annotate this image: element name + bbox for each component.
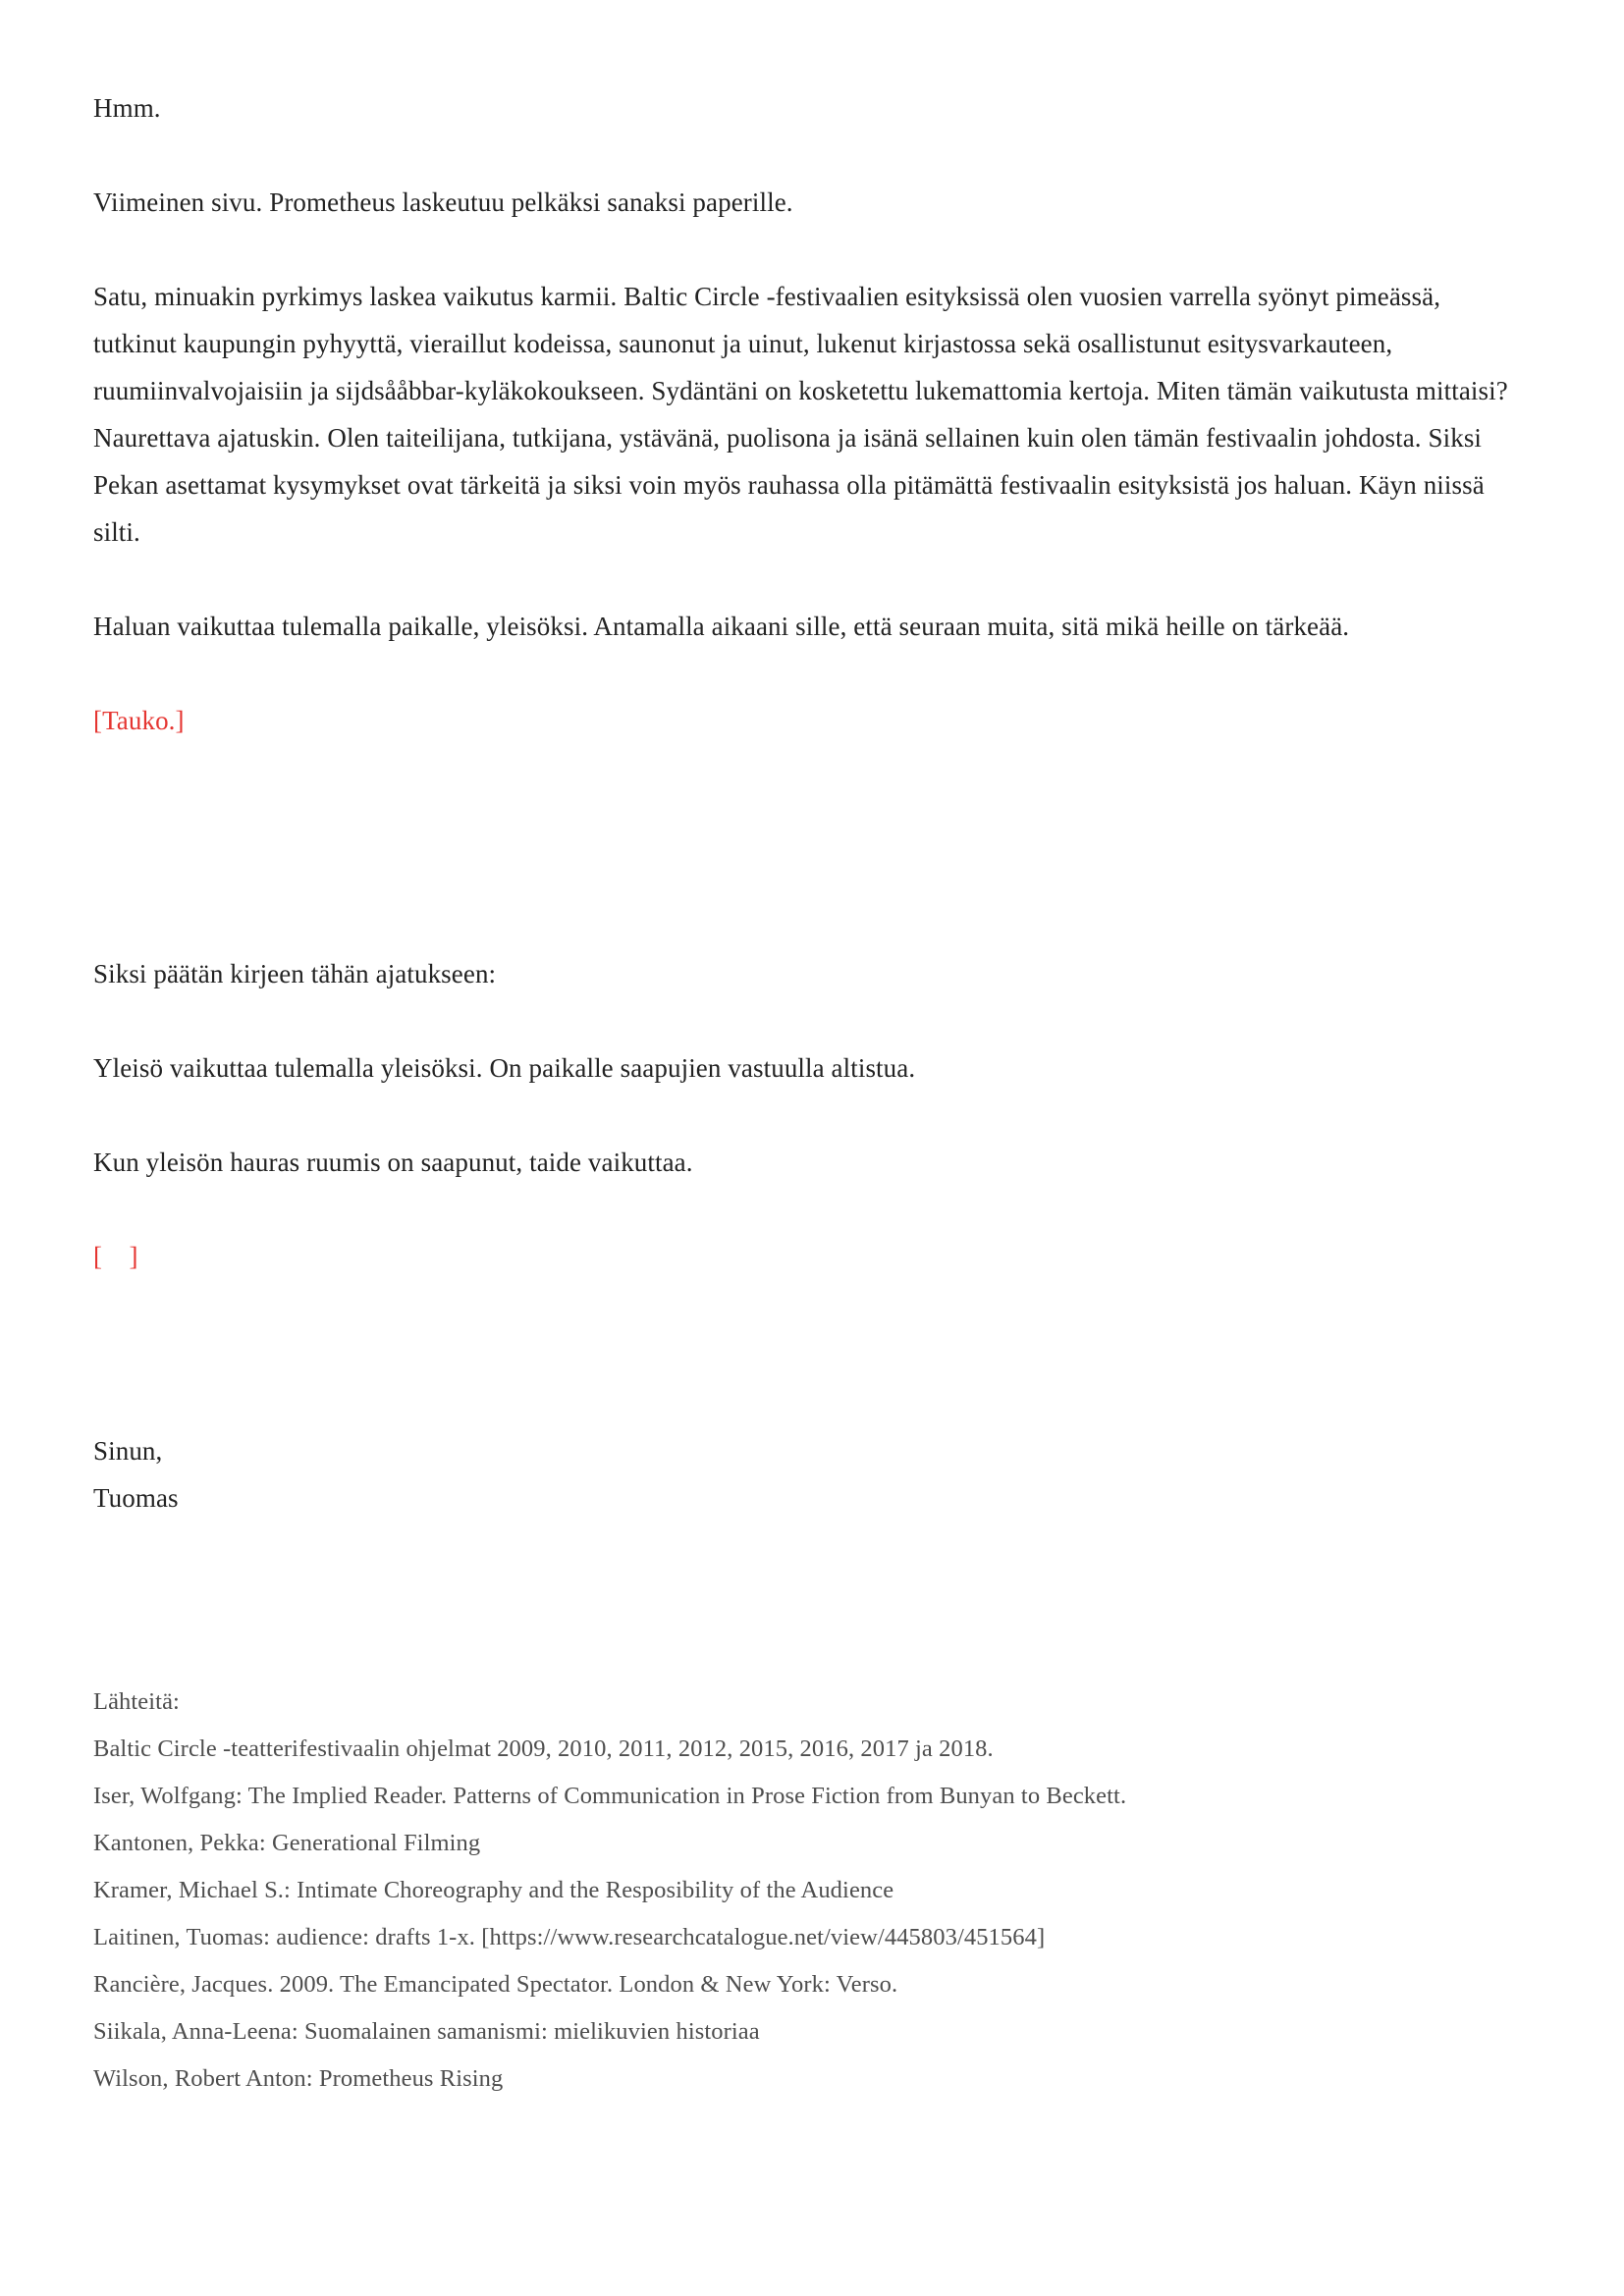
reference-item-siikala: Siikala, Anna-Leena: Suomalainen samanismi: mielikuvien historiaa: [93, 2018, 760, 2045]
paragraph-kun-yleison: Kun yleisön hauras ruumis on saapunut, taide vaikuttaa.: [93, 1148, 693, 1177]
reference-item-wilson: Wilson, Robert Anton: Prometheus Rising: [93, 2065, 504, 2092]
paragraph-viimeinen-sivu: Viimeinen sivu. Prometheus laskeutuu pelkäksi sanaksi paperille.: [93, 187, 793, 217]
paragraph-satu: Satu, minuakin pyrkimys laskea vaikutus karmii. Baltic Circle -festivaalien esityksissä olen vuosien varrella syönyt pimeässä, tutkinut kaupungin pyhyyttä, vieraillut kodeissa, saunonut ja uinut, lukenut kirjastossa sekä osallistunut esitysvarkauteen, ruumiinvalvojaisiin ja sijdsååbbar-kyläkokoukseen. Sydäntäni on kosketettu lukemattomia kertoja. Miten tämän vaikutusta mittaisi? Naurettava ajatuskin. Olen taiteilijana, tutkijana, ystävänä, puolisona ja isänä sellainen kuin olen tämän festivaalin johdosta. Siksi Pekan asettamat kysymykset ovat tärkeitä ja siksi voin myös rauhassa olla pitämättä festivaalin esityksistä jos haluan. Käyn niissä silti.: [93, 282, 1508, 547]
empty-bracket-marker: [ ]: [93, 1242, 138, 1271]
paragraph-haluan-vaikuttaa: Haluan vaikuttaa tulemalla paikalle, yleisöksi. Antamalla aikaani sille, että seuraan muita, sitä mikä heille on tärkeää.: [93, 612, 1350, 641]
reference-item-iser: Iser, Wolfgang: The Implied Reader. Patterns of Communication in Prose Fiction from Bunyan to Beckett.: [93, 1783, 1127, 1809]
paragraph-hmm: Hmm.: [93, 93, 161, 123]
reference-item-kantonen: Kantonen, Pekka: Generational Filming: [93, 1830, 481, 1856]
reference-item-ranciere: Rancière, Jacques. 2009. The Emancipated Spectator. London & New York: Verso.: [93, 1971, 898, 1998]
signoff: [93, 1427, 1514, 1522]
paragraph-yleiso-vaikuttaa: Yleisö vaikuttaa tulemalla yleisöksi. On paikalle saapujien vastuulla altistua.: [93, 1053, 916, 1083]
signoff-line-tuomas: Tuomas: [93, 1483, 179, 1513]
reference-item-laitinen: Laitinen, Tuomas: audience: drafts 1-x. [https://www.researchcatalogue.net/view/445803/451564]: [93, 1924, 1046, 1950]
reference-item-baltic-circle: Baltic Circle -teatterifestivaalin ohjelmat 2009, 2010, 2011, 2012, 2015, 2016, 2017 ja 2018.: [93, 1735, 994, 1762]
references-section: [93, 1679, 1514, 2103]
signoff-line-sinun: Sinun,: [93, 1436, 163, 1466]
reference-item-kramer: Kramer, Michael S.: Intimate Choreography and the Resposibility of the Audience: [93, 1877, 894, 1903]
references-heading: Lähteitä:: [93, 1688, 180, 1715]
pause-marker: [Tauko.]: [93, 706, 185, 735]
paragraph-siksi-paatan: Siksi päätän kirjeen tähän ajatukseen:: [93, 959, 497, 988]
